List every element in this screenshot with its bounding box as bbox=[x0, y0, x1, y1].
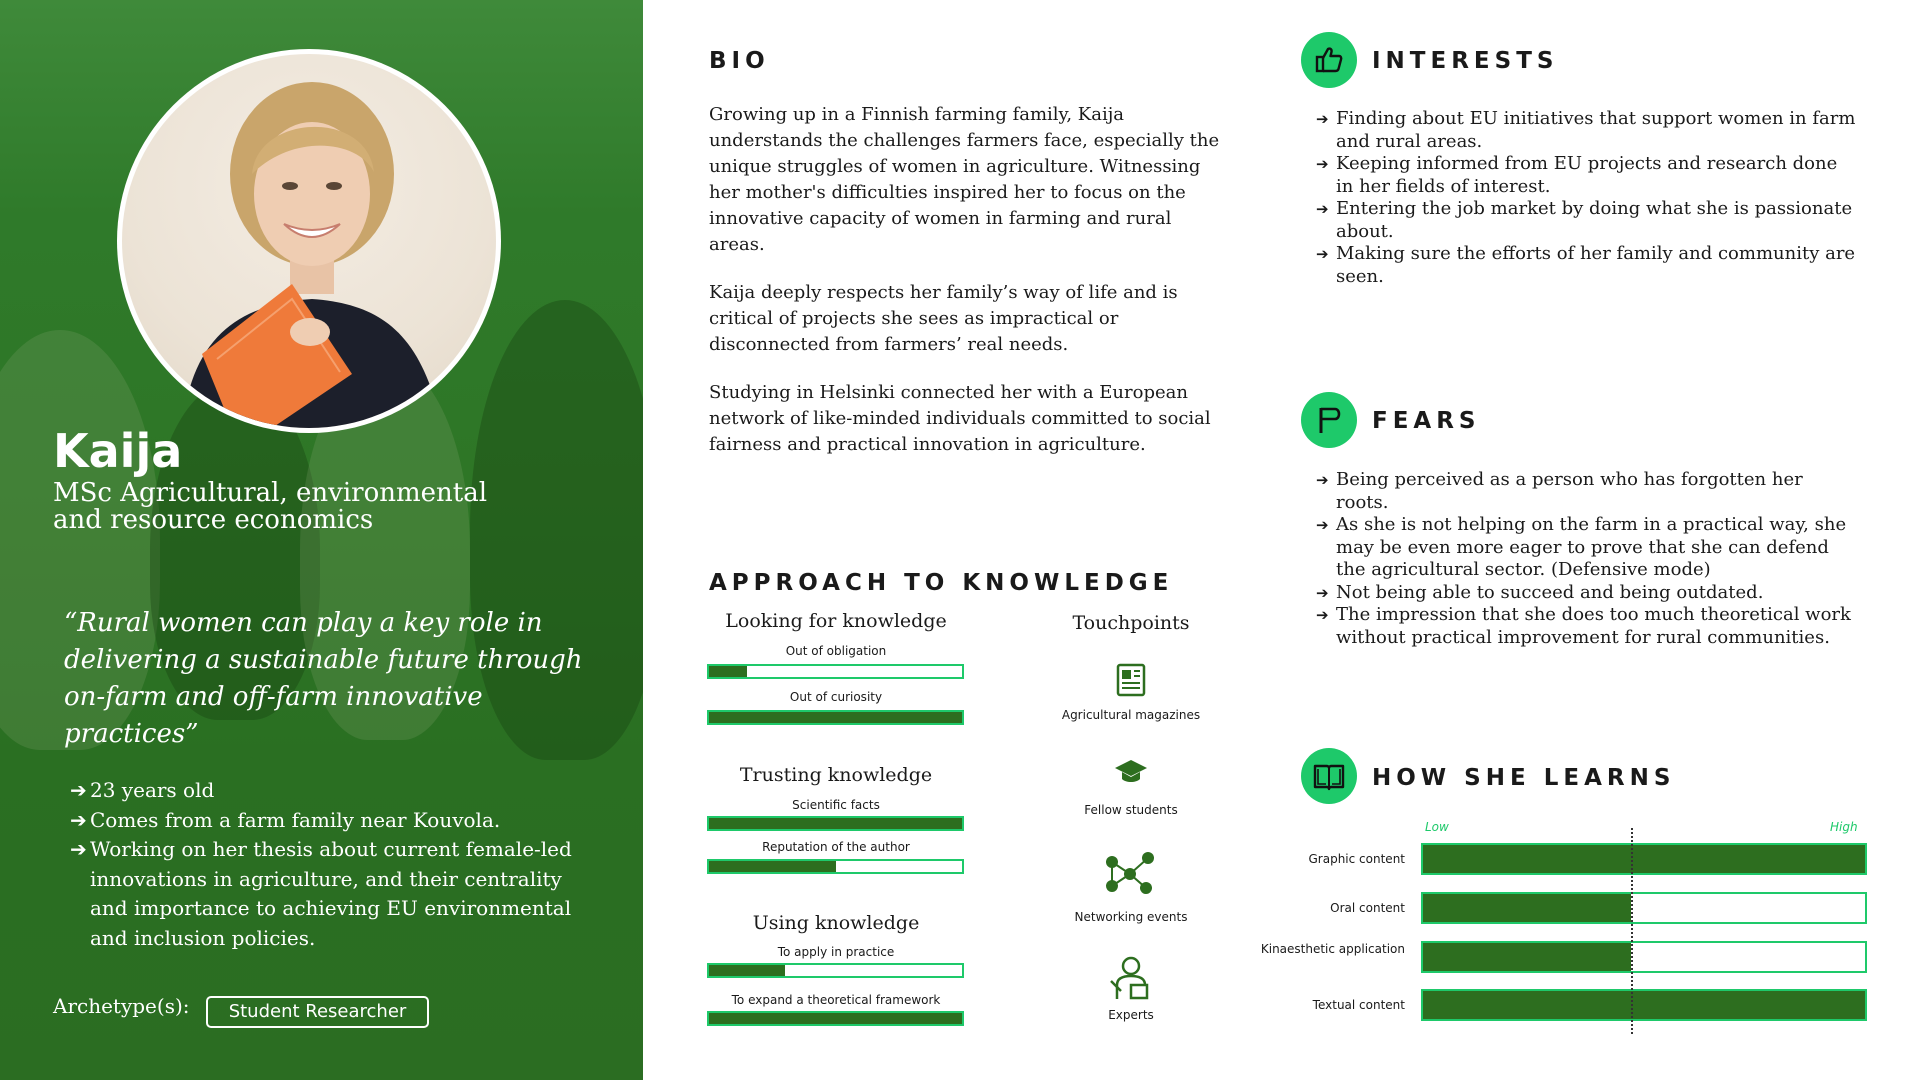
bar-fill bbox=[709, 818, 962, 829]
list-item: ➔ Making sure the efforts of her family and community are seen. bbox=[1316, 243, 1856, 287]
learning-label: Kinaesthetic application bbox=[1260, 942, 1405, 956]
persona-facts bbox=[70, 776, 590, 953]
knowledge-bar bbox=[707, 710, 964, 725]
list-item: ➔ Entering the job market by doing what she is passionate about. bbox=[1316, 198, 1853, 242]
bio-heading: BIO bbox=[709, 48, 770, 74]
bar-label: Reputation of the author bbox=[762, 840, 910, 854]
bar-fill bbox=[709, 965, 785, 976]
book-icon bbox=[1301, 748, 1357, 804]
learning-label: Textual content bbox=[1312, 998, 1405, 1012]
list-item: ➔ The impression that she does too much theoretical work without practical improvement for rural communities. bbox=[1316, 604, 1851, 648]
bar-fill bbox=[709, 712, 962, 723]
list-item: ➔ Comes from a farm family near Kouvola. bbox=[70, 806, 590, 836]
graduation-cap-icon bbox=[1113, 754, 1149, 790]
persona-degree: MSc Agricultural, environmental and resource economics bbox=[53, 478, 488, 535]
list-item: ➔ As she is not helping on the farm in a practical way, she may be even more eager to prove that she can defend the agricultural sector. (Defensive mode) bbox=[1316, 514, 1847, 580]
bar-fill bbox=[709, 1013, 962, 1024]
learning-label: Graphic content bbox=[1308, 852, 1405, 866]
knowledge-bar bbox=[707, 816, 964, 831]
bio-section bbox=[709, 102, 1229, 480]
list-item: ➔ Keeping informed from EU projects and research done in her fields of interest. bbox=[1316, 153, 1838, 197]
arrow-icon: ➔ bbox=[1316, 606, 1329, 624]
persona-name: Kaija bbox=[53, 424, 183, 478]
arrow-icon: ➔ bbox=[1316, 583, 1329, 602]
touchpoints-title: Touchpoints bbox=[1072, 612, 1190, 634]
group-title: Looking for knowledge bbox=[725, 610, 947, 632]
list-item: ➔ 23 years old bbox=[70, 776, 590, 806]
bio-paragraph: Growing up in a Finnish farming family, Kaija understands the challenges farmers face, especially the unique struggles of women in agriculture. Witnessing her mother's difficulties inspired her to focus on the innovative capacity of women in farming and rural areas. bbox=[709, 104, 1220, 255]
arrow-icon: ➔ bbox=[1316, 155, 1329, 173]
bar-fill bbox=[709, 861, 836, 872]
arrow-icon: ➔ bbox=[1316, 110, 1329, 128]
arrow-icon: ➔ bbox=[70, 778, 87, 802]
portrait-illustration bbox=[122, 54, 496, 428]
touchpoint-label: Agricultural magazines bbox=[1061, 708, 1201, 722]
persona-quote: “Rural women can play a key role in delivering a sustainable future through on-farm and off-farm innovative practices” bbox=[64, 608, 583, 749]
bar-label: To expand a theoretical framework bbox=[731, 993, 941, 1007]
scale-low-label: Low bbox=[1425, 820, 1449, 834]
touchpoint-label: Fellow students bbox=[1084, 803, 1178, 817]
bio-paragraph: Studying in Helsinki connected her with a European network of like-minded individuals committed to social fairness and practical innovation in agriculture. bbox=[709, 382, 1211, 455]
flag-icon bbox=[1301, 392, 1357, 448]
knowledge-bar bbox=[707, 859, 964, 874]
touchpoint-label: Experts bbox=[1108, 1008, 1154, 1022]
profile-photo-frame bbox=[117, 49, 501, 433]
list-item: ➔ Finding about EU initiatives that support women in farm and rural areas. bbox=[1316, 108, 1856, 152]
knowledge-bar bbox=[707, 1011, 964, 1026]
bar-fill bbox=[1423, 943, 1631, 971]
list-item: ➔ Being perceived as a person who has forgotten her roots. bbox=[1316, 469, 1803, 513]
arrow-icon: ➔ bbox=[70, 807, 87, 832]
learning-heading: HOW SHE LEARNS bbox=[1372, 765, 1676, 791]
group-title: Using knowledge bbox=[752, 912, 920, 934]
interests-heading: INTERESTS bbox=[1372, 48, 1559, 74]
arrow-icon: ➔ bbox=[1316, 200, 1329, 218]
archetype-badge: Student Researcher bbox=[206, 996, 429, 1028]
learning-bar bbox=[1421, 843, 1867, 875]
profile-photo bbox=[122, 54, 496, 428]
thumbs-up-icon bbox=[1301, 32, 1357, 88]
knowledge-bar bbox=[707, 963, 964, 978]
touchpoint-label: Networking events bbox=[1074, 910, 1188, 924]
bar-fill bbox=[1423, 991, 1865, 1019]
bar-fill bbox=[1423, 845, 1865, 873]
bar-label: To apply in practice bbox=[777, 945, 895, 959]
persona-panel bbox=[0, 0, 643, 1080]
arrow-icon: ➔ bbox=[1316, 245, 1329, 263]
arrow-icon: ➔ bbox=[70, 837, 87, 861]
bar-label: Out of curiosity bbox=[789, 690, 883, 704]
arrow-icon: ➔ bbox=[1316, 516, 1329, 534]
arrow-icon: ➔ bbox=[1316, 471, 1329, 489]
magazine-icon bbox=[1113, 662, 1149, 698]
bar-fill bbox=[709, 666, 747, 677]
bar-label: Scientific facts bbox=[792, 798, 880, 812]
bio-paragraph: Kaija deeply respects her family’s way of life and is critical of projects she sees as impractical or disconnected from farmers’ real needs. bbox=[709, 282, 1178, 355]
learning-bar bbox=[1421, 892, 1867, 924]
scale-high-label: High bbox=[1830, 820, 1858, 834]
approach-heading: APPROACH TO KNOWLEDGE bbox=[709, 570, 1174, 596]
bar-label: Out of obligation bbox=[785, 644, 887, 658]
learning-label: Oral content bbox=[1330, 901, 1405, 915]
list-item: ➔ Not being able to succeed and being outdated. bbox=[1316, 581, 1764, 603]
learning-bar bbox=[1421, 941, 1867, 973]
learning-bar bbox=[1421, 989, 1867, 1021]
interests-list bbox=[1316, 108, 1856, 288]
network-icon bbox=[1100, 848, 1160, 900]
archetype-label: Archetype(s): bbox=[53, 994, 190, 1018]
scale-midline bbox=[1631, 828, 1633, 1034]
fears-list bbox=[1316, 469, 1856, 649]
list-item: ➔ Working on her thesis about current female-led innovations in agriculture, and their centrality and importance to achieving EU environmental and inclusion policies. bbox=[70, 837, 572, 950]
group-title: Trusting knowledge bbox=[739, 764, 933, 786]
expert-icon bbox=[1107, 955, 1153, 1001]
knowledge-bar bbox=[707, 664, 964, 679]
bar-fill bbox=[1423, 894, 1631, 922]
fears-heading: FEARS bbox=[1372, 408, 1481, 434]
